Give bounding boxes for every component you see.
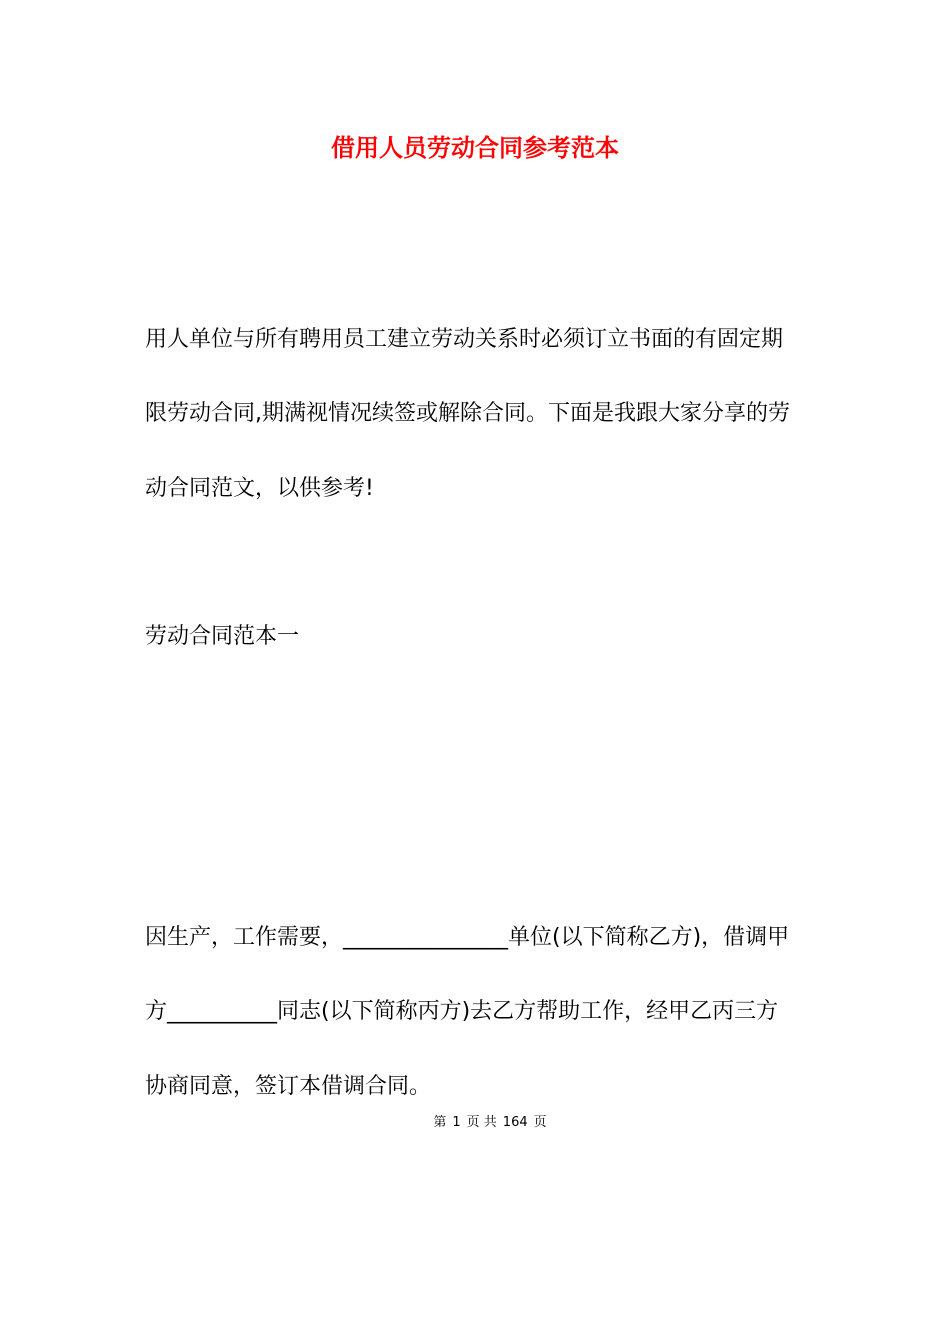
footer-page-number: 1	[452, 1115, 461, 1130]
intro-line-3: 动合同范文，以供参考!	[145, 476, 374, 501]
footer-prefix: 第	[433, 1115, 447, 1130]
intro-line-2: 限劳动合同,期满视情况续签或解除合同。下面是我跟大家分享的劳	[145, 401, 790, 426]
body-line-1: 因生产，工作需要，_______________单位(以下简称乙方)，借调甲	[145, 925, 790, 950]
footer-middle: 页 共	[466, 1115, 497, 1130]
footer-suffix: 页	[533, 1115, 547, 1130]
section-heading: 劳动合同范本一	[145, 624, 300, 649]
body-line-3: 协商同意，签订本借调合同。	[145, 1074, 432, 1099]
document-title: 借用人员劳动合同参考范本	[331, 134, 619, 162]
footer-total-pages: 164	[502, 1115, 528, 1130]
body-line-2: 方__________同志(以下简称丙方)去乙方帮助工作，经甲乙丙三方	[145, 999, 779, 1024]
intro-line-1: 用人单位与所有聘用员工建立劳动关系时必须订立书面的有固定期	[145, 327, 784, 352]
page-footer	[0, 1113, 950, 1133]
